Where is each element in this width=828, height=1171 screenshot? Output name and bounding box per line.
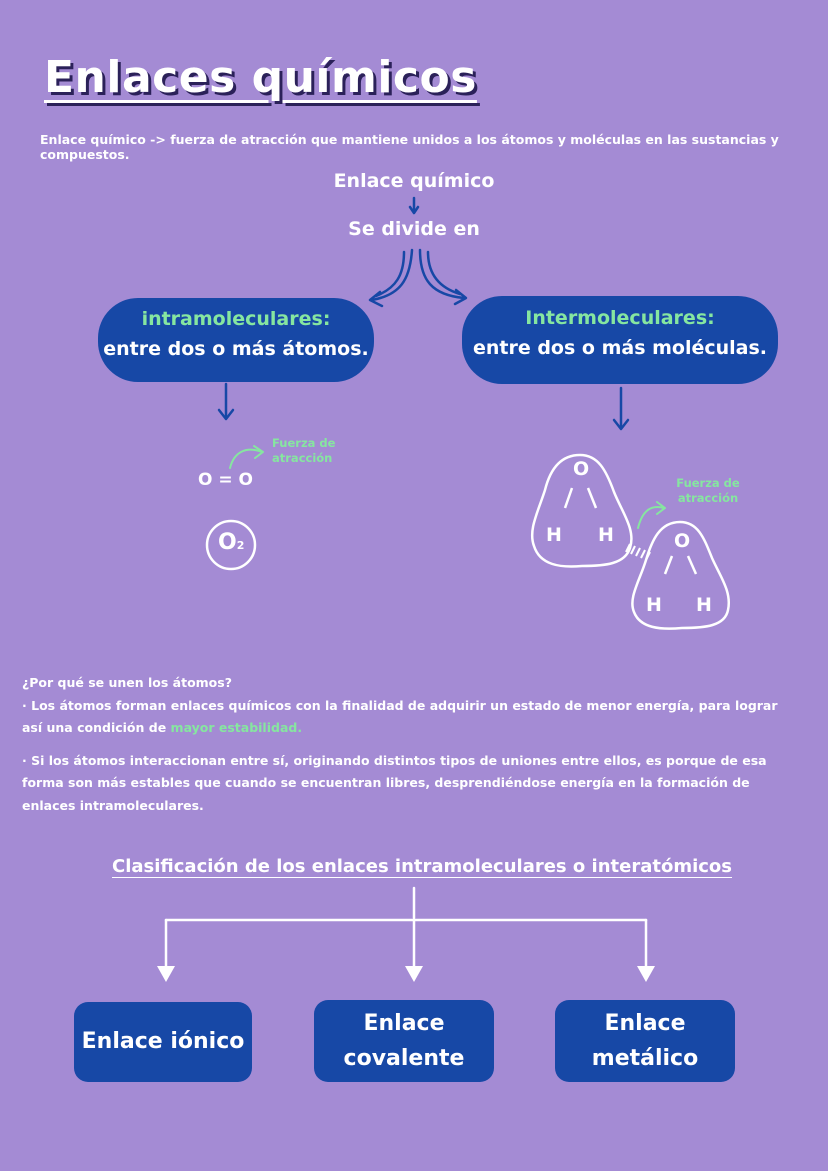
note-line: atracción: [677, 490, 739, 505]
intramolecular-pill: [98, 298, 374, 382]
why-paragraph-1: [22, 695, 796, 740]
water2-hydrogen-left: H: [646, 594, 662, 616]
arrow-down-icon: [637, 966, 655, 982]
tree-divide-label: Se divide en: [348, 218, 480, 240]
note-line: Fuerza de: [272, 436, 336, 450]
attraction-arrow-icon: [638, 507, 664, 528]
o2-letter: O: [218, 530, 237, 555]
water1-hydrogen-right: H: [598, 524, 614, 546]
box-line: Enlace: [363, 1010, 445, 1036]
box-line: metálico: [591, 1046, 699, 1071]
metallic-bond-box: [555, 1000, 735, 1082]
water1-oxygen: O: [573, 458, 590, 480]
why-p1-highlight: mayor estabilidad.: [170, 720, 303, 735]
intermolecular-description: entre dos o más moléculas.: [472, 337, 768, 359]
box-line: covalente: [343, 1046, 465, 1071]
o2-symbol: [218, 530, 244, 555]
water2-oxygen: O: [674, 530, 691, 552]
attraction-note-left: [272, 436, 352, 466]
o2-formula: O = O: [198, 470, 253, 490]
covalent-bond-box: [314, 1000, 494, 1082]
o2-subscript: 2: [236, 539, 245, 552]
definition-text: Enlace químico -> fuerza de atracción que mantiene unidos a los átomos y moléculas en las sustancias y compuestos.: [40, 132, 779, 162]
why-paragraph-2: · Si los átomos interaccionan entre sí, originando distintos tipos de uniones entre ellos, es porque de esa forma son más estables que cuando se encuentran libres, desprendiéndose energía en la formación de enlaces intramoleculares.: [22, 752, 767, 813]
intramolecular-description: entre dos o más átomos.: [103, 338, 369, 360]
attraction-arrow-icon: [230, 450, 262, 468]
water1-hydrogen-left: H: [546, 524, 562, 546]
arrow-down-icon: [157, 966, 175, 982]
water2-hydrogen-right: H: [696, 594, 712, 616]
arrow-down-icon: [405, 966, 423, 982]
why-p1-text: · Los átomos forman enlaces químicos con la finalidad de adquirir un estado de menor energía, para lograr así una condición de: [22, 697, 778, 735]
intermolecular-pill: [462, 296, 778, 384]
attraction-note-right: [672, 476, 744, 506]
classification-title: Clasificación de los enlaces intramoleculares o interatómicos: [112, 856, 733, 877]
tree-root-label: Enlace químico: [333, 170, 495, 192]
note-line: Fuerza de: [676, 476, 740, 490]
ionic-bond-box: Enlace iónico: [74, 1002, 252, 1082]
note-line: atracción: [272, 450, 333, 465]
page-title: Enlaces químicos: [44, 52, 477, 103]
intermolecular-heading: Intermoleculares:: [525, 307, 715, 329]
why-question: ¿Por qué se unen los átomos?: [22, 675, 232, 690]
intramolecular-heading: intramoleculares:: [141, 308, 331, 330]
box-line: Enlace: [604, 1010, 686, 1036]
why-section: [22, 672, 796, 817]
